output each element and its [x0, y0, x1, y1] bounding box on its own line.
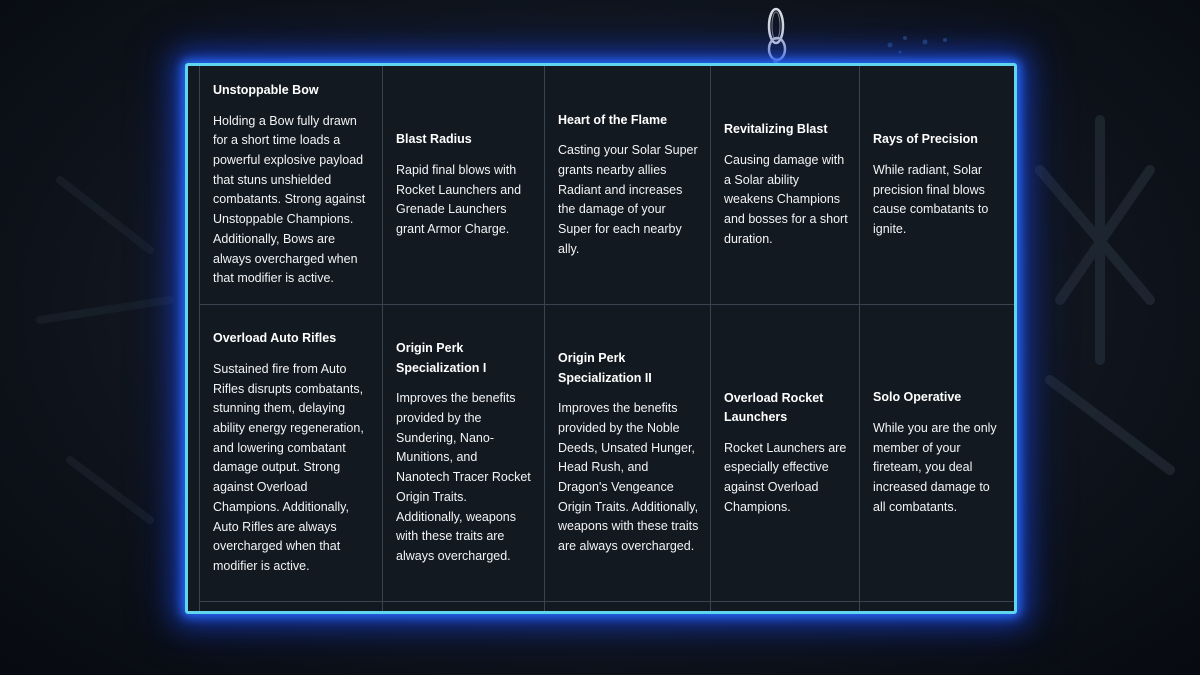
perk-title: Rays of Precision: [873, 132, 978, 147]
table-row-partial: [383, 602, 545, 611]
perk-description: While you are the only member of your fireteam, you deal increased damage to all combatants.: [873, 420, 997, 514]
table-gutter: [188, 602, 200, 611]
perk-title: Revitalizing Blast: [724, 122, 828, 137]
perk-description: Rapid final blows with Rocket Launchers and Grenade Launchers grant Armor Charge.: [396, 162, 522, 236]
perk-title: Overload Auto Rifles: [213, 331, 337, 346]
perk-cell: [383, 66, 545, 305]
perk-title: Unstoppable Bow: [213, 83, 319, 98]
perk-cell: [860, 66, 1014, 305]
perk-cell: [200, 305, 383, 602]
table-row-partial: [711, 602, 860, 611]
table-gutter: [188, 66, 200, 305]
perks-table-frame: [185, 63, 1017, 614]
table-gutter: [188, 305, 200, 602]
perk-description: Improves the benefits provided by the Noble Deeds, Unsated Hunger, Head Rush, and Dragon's Vengeance Origin Traits. Additionally, weapons with these traits are always overcharged.: [558, 401, 699, 554]
perk-description: Sustained fire from Auto Rifles disrupts combatants, stunning them, delaying ability energy regeneration, and lowering combatant damage output. Strong against Overload Champions. Additionally, Auto Rifles are always overcharged when that modifier is active.: [213, 361, 364, 573]
perk-cell: [860, 305, 1014, 602]
perk-cell: [545, 305, 711, 602]
perk-description: Causing damage with a Solar ability weakens Champions and bosses for a short duration.: [724, 152, 848, 246]
perk-cell: [545, 66, 711, 305]
table-row-partial: [545, 602, 711, 611]
perk-description: Casting your Solar Super grants nearby allies Radiant and increases the damage of your Super for each nearby ally.: [558, 143, 698, 256]
perk-description: Improves the benefits provided by the Sundering, Nano-Munitions, and Nanotech Tracer Rocket Origin Traits. Additionally, weapons with these traits are always overcharged.: [396, 391, 531, 563]
keyring-icon: [756, 2, 796, 72]
perk-cell: [711, 66, 860, 305]
perk-cell: [200, 66, 383, 305]
perk-title: Solo Operative: [873, 390, 962, 405]
perk-description: While radiant, Solar precision final blows cause combatants to ignite.: [873, 162, 989, 236]
perk-description: Rocket Launchers are especially effective against Overload Champions.: [724, 440, 847, 514]
table-row-partial: [200, 602, 383, 611]
perk-title: Overload Rocket Launchers: [724, 390, 824, 425]
perk-title: Origin Perk Specialization I: [396, 341, 487, 375]
perk-cell: [711, 305, 860, 602]
perks-table: [188, 66, 1014, 611]
perk-description: Holding a Bow fully drawn for a short time loads a powerful explosive payload that stuns unshielded combatants. Strong against Unstoppable Champions. Additionally, Bows are always overcharged when that modifier is active.: [213, 113, 366, 286]
perk-title: Blast Radius: [396, 132, 472, 147]
table-row-partial: [860, 602, 1014, 611]
perk-title: Heart of the Flame: [558, 112, 668, 127]
perk-title: Origin Perk Specialization II: [558, 351, 652, 385]
perk-cell: [383, 305, 545, 602]
